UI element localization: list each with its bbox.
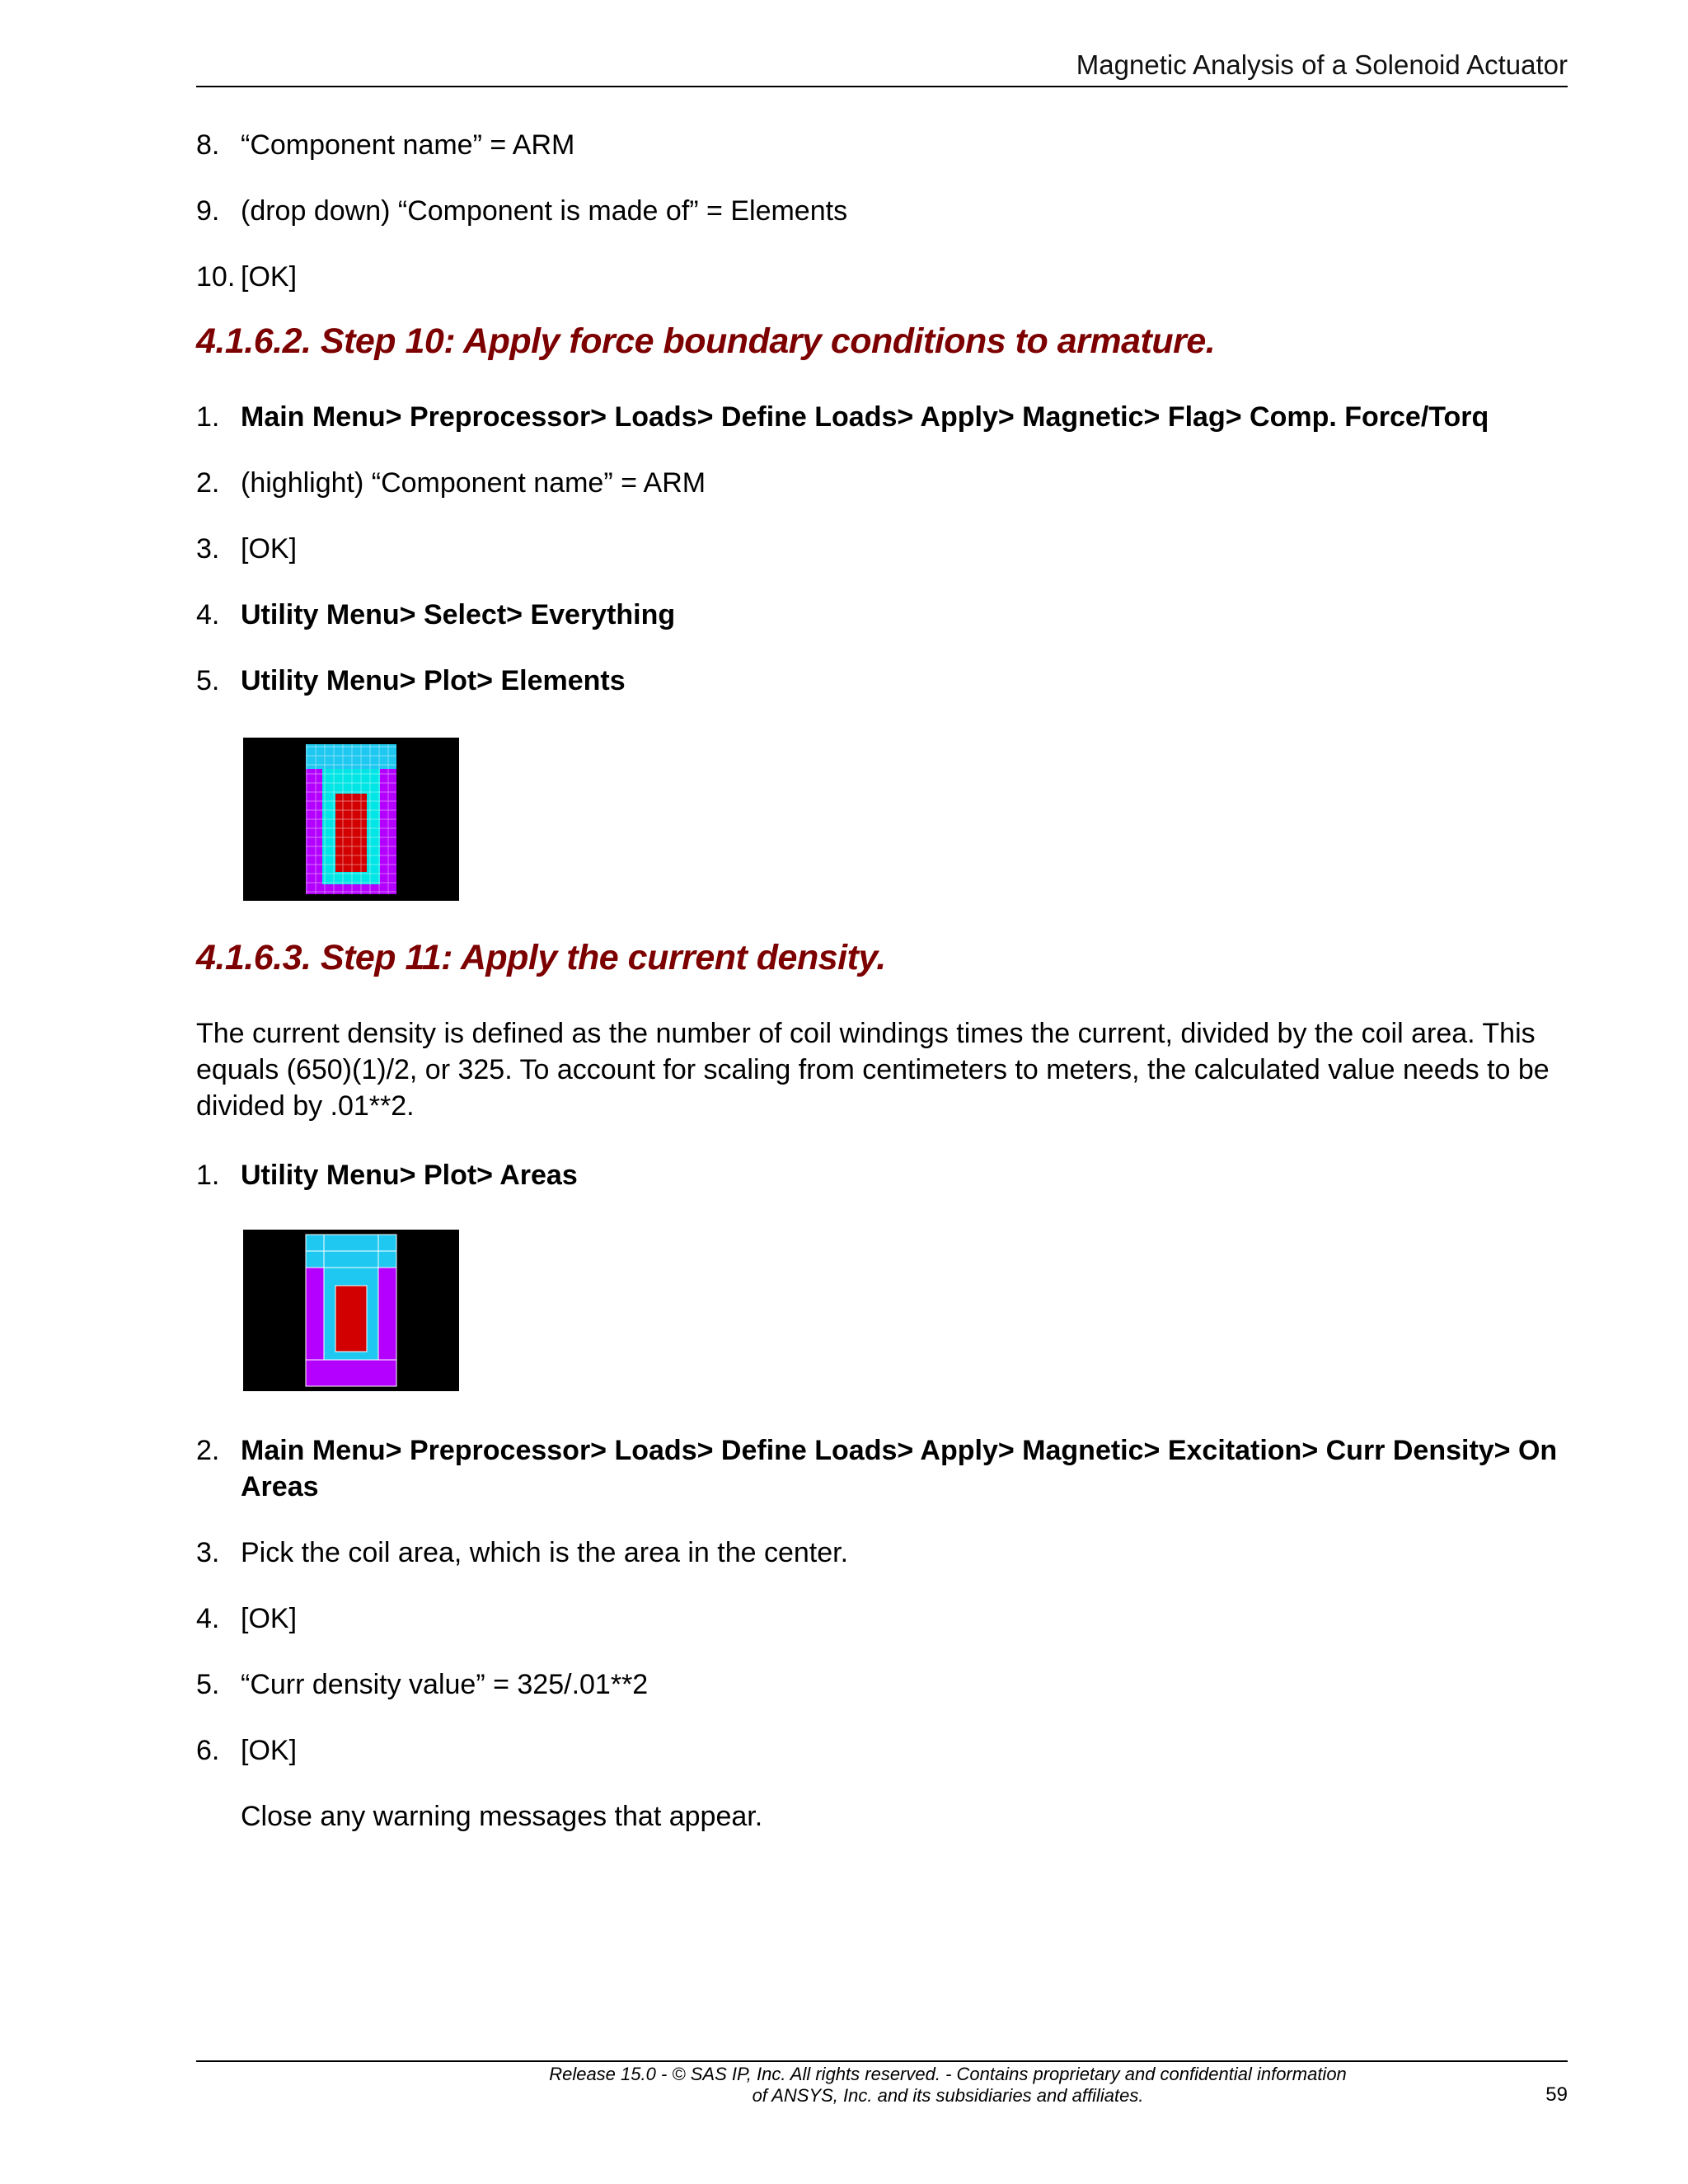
step-number: 10.	[196, 261, 236, 293]
step-number: 4.	[196, 599, 220, 630]
step-number: 3.	[196, 533, 220, 565]
step-number: 6.	[196, 1735, 220, 1766]
section-heading-step-10: 4.1.6.2. Step 10: Apply force boundary conditions to armature.	[196, 321, 1216, 361]
running-header-title: Magnetic Analysis of a Solenoid Actuator	[1076, 49, 1568, 80]
step-number: 5.	[196, 665, 220, 696]
footer-line-2: of ANSYS, Inc. and its subsidiaries and affiliates.	[752, 2085, 1144, 2106]
step-number: 3.	[196, 1537, 220, 1568]
step-number: 2.	[196, 467, 220, 499]
step-note-text: Close any warning messages that appear.	[241, 1801, 763, 1832]
step-text: (drop down) “Component is made of” = Elements	[241, 195, 848, 227]
footer-rule	[196, 2060, 1568, 2062]
body-paragraph: The current density is defined as the number of coil windings times the current, divided by the coil area. This equals (650)(1)/2, or 325. To account for scaling from centimeters to meters, the calculated value needs to be divided by .01**2.	[196, 1018, 1550, 1122]
elements-plot-figure	[243, 738, 459, 901]
step-number: 1.	[196, 1160, 220, 1191]
step-number: 1.	[196, 401, 220, 433]
areas-plot	[243, 1230, 459, 1391]
menu-path: Utility Menu> Plot> Elements	[241, 665, 626, 696]
step-number: 8.	[196, 129, 220, 161]
step-text: “Component name” = ARM	[241, 129, 575, 161]
step-text: [OK]	[241, 533, 298, 565]
area-bottom	[306, 1360, 396, 1386]
menu-path: Utility Menu> Plot> Areas	[241, 1160, 578, 1191]
menu-path: Utility Menu> Select> Everything	[241, 599, 676, 630]
step-number: 4.	[196, 1603, 220, 1634]
step-number: 9.	[196, 195, 220, 227]
step-note	[241, 1798, 762, 1835]
footer-line-1: Release 15.0 - © SAS IP, Inc. All rights reserved. - Contains proprietary and confidential information	[549, 2064, 1347, 2084]
step-text: Pick the coil area, which is the area in the center.	[241, 1537, 849, 1568]
section-heading-step-11: 4.1.6.3. Step 11: Apply the current density.	[196, 938, 886, 977]
step-text: [OK]	[241, 1735, 298, 1766]
menu-path: Main Menu> Preprocessor> Loads> Define Loads> Apply> Magnetic> Flag> Comp. Force/Torq	[241, 401, 1489, 433]
mesh-grid	[306, 744, 396, 894]
step-text: [OK]	[241, 261, 298, 293]
step-text: (highlight) “Component name” = ARM	[241, 467, 706, 499]
area-coil	[335, 1286, 367, 1352]
step-text: [OK]	[241, 1603, 298, 1634]
step-number: 5.	[196, 1669, 220, 1700]
elements-plot	[243, 738, 459, 901]
areas-plot-figure	[243, 1230, 459, 1391]
running-header	[196, 46, 1568, 87]
footer-copyright	[412, 2064, 1484, 2107]
page-number: 59	[1545, 2083, 1568, 2106]
step-text: “Curr density value” = 325/.01**2	[241, 1669, 649, 1700]
menu-path: Main Menu> Preprocessor> Loads> Define Loads> Apply> Magnetic> Excitation> Curr Density> On Areas	[241, 1435, 1558, 1502]
step-number: 2.	[196, 1435, 220, 1466]
